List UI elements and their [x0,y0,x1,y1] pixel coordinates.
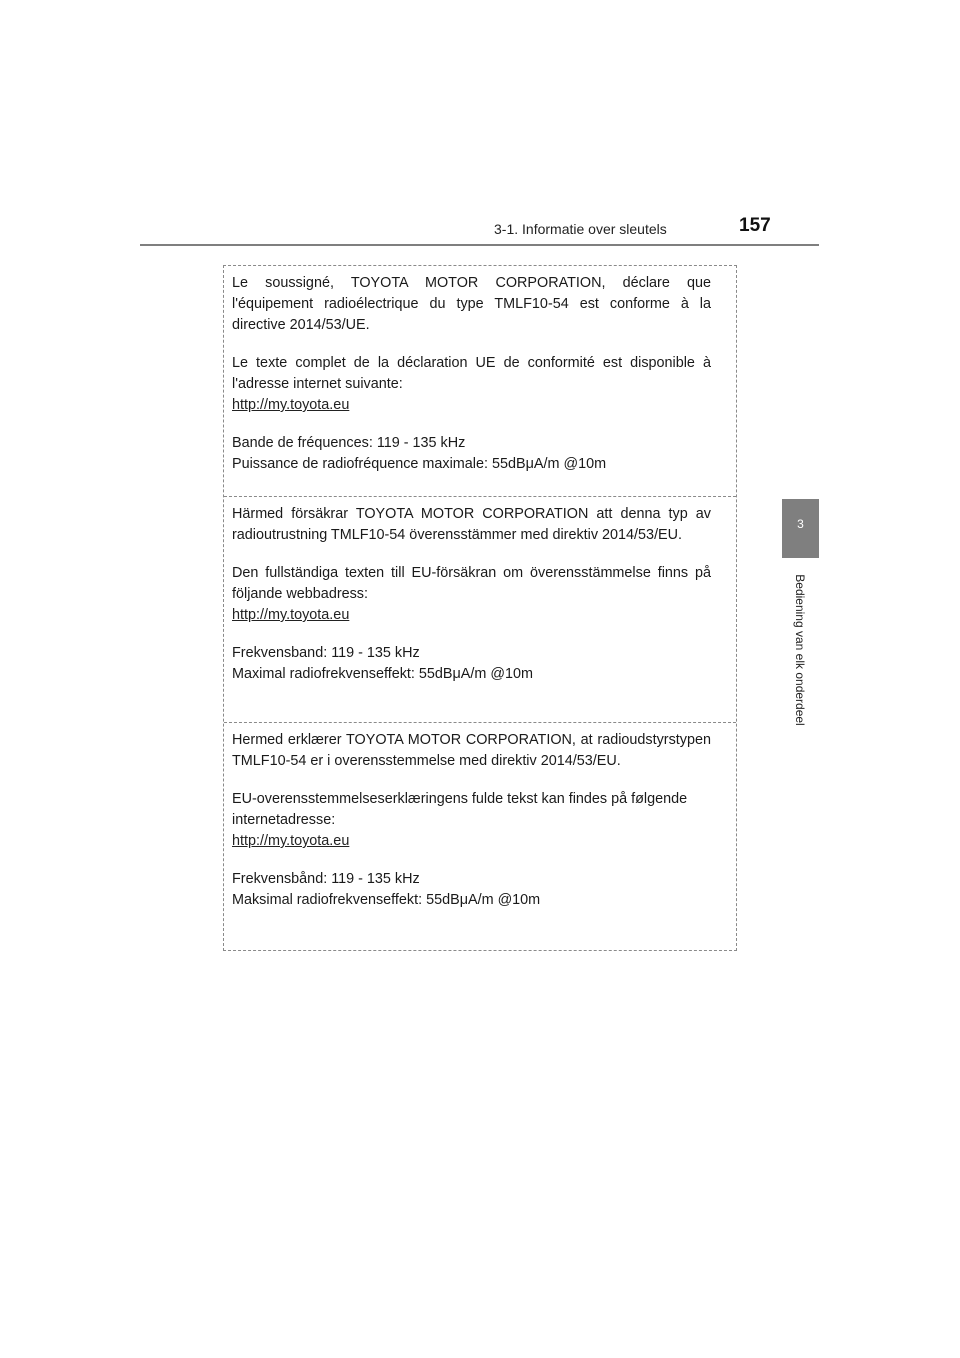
availability-text [232,563,711,626]
chapter-number: 3 [797,517,804,531]
declaration-url-link[interactable]: http://my.toyota.eu [232,833,350,849]
declaration-text: Hermed erklærer TOYOTA MOTOR CORPORATION, at radioudstyrstypen TMLF10-54 er i overensstemmelse med direktiv 2014/53/EU. [232,732,711,769]
declaration-notice-box [223,265,737,951]
declaration-section-french [224,266,736,496]
declaration-url-link[interactable]: http://my.toyota.eu [232,397,350,413]
availability-text [232,353,711,416]
availability-sentence: EU-overensstemmelseserklæringens fulde tekst kan findes på følgende internetadresse: [232,791,688,828]
chapter-tab [782,499,819,558]
max-power: Puissance de radiofréquence maximale: 55dBμA/m @10m [232,456,607,472]
section-title: 3-1. Informatie over sleutels [494,221,667,237]
declaration-text: Le soussigné, TOYOTA MOTOR CORPORATION, déclare que l'équipement radioélectrique du type TMLF10-54 est conforme à la directive 2014/53/UE. [232,275,711,333]
frequency-band: Frekvensband: 119 - 135 kHz [232,645,420,661]
radio-specs [232,643,711,685]
declaration-url-link[interactable]: http://my.toyota.eu [232,607,350,623]
availability-sentence: Den fullständiga texten till EU-försäkran om överensstämmelse finns på följande webbadress: [232,565,711,602]
chapter-title: Bediening van elk onderdeel [793,574,807,726]
frequency-band: Bande de fréquences: 119 - 135 kHz [232,435,466,451]
radio-specs [232,869,711,911]
max-power: Maximal radiofrekvenseffekt: 55dBμA/m @10m [232,666,533,682]
availability-sentence: Le texte complet de la déclaration UE de conformité est disponible à l'adresse internet suivante: [232,355,711,392]
declaration-section-swedish [224,496,736,722]
frequency-band: Frekvensbånd: 119 - 135 kHz [232,871,420,887]
header-divider [140,244,819,246]
declaration-section-danish [224,722,736,950]
max-power: Maksimal radiofrekvenseffekt: 55dBμA/m @10m [232,892,541,908]
availability-text [232,789,711,852]
declaration-text: Härmed försäkrar TOYOTA MOTOR CORPORATION att denna typ av radioutrustning TMLF10-54 överensstämmer med direktiv 2014/53/EU. [232,506,711,543]
page-number: 157 [739,215,771,236]
radio-specs [232,433,711,475]
